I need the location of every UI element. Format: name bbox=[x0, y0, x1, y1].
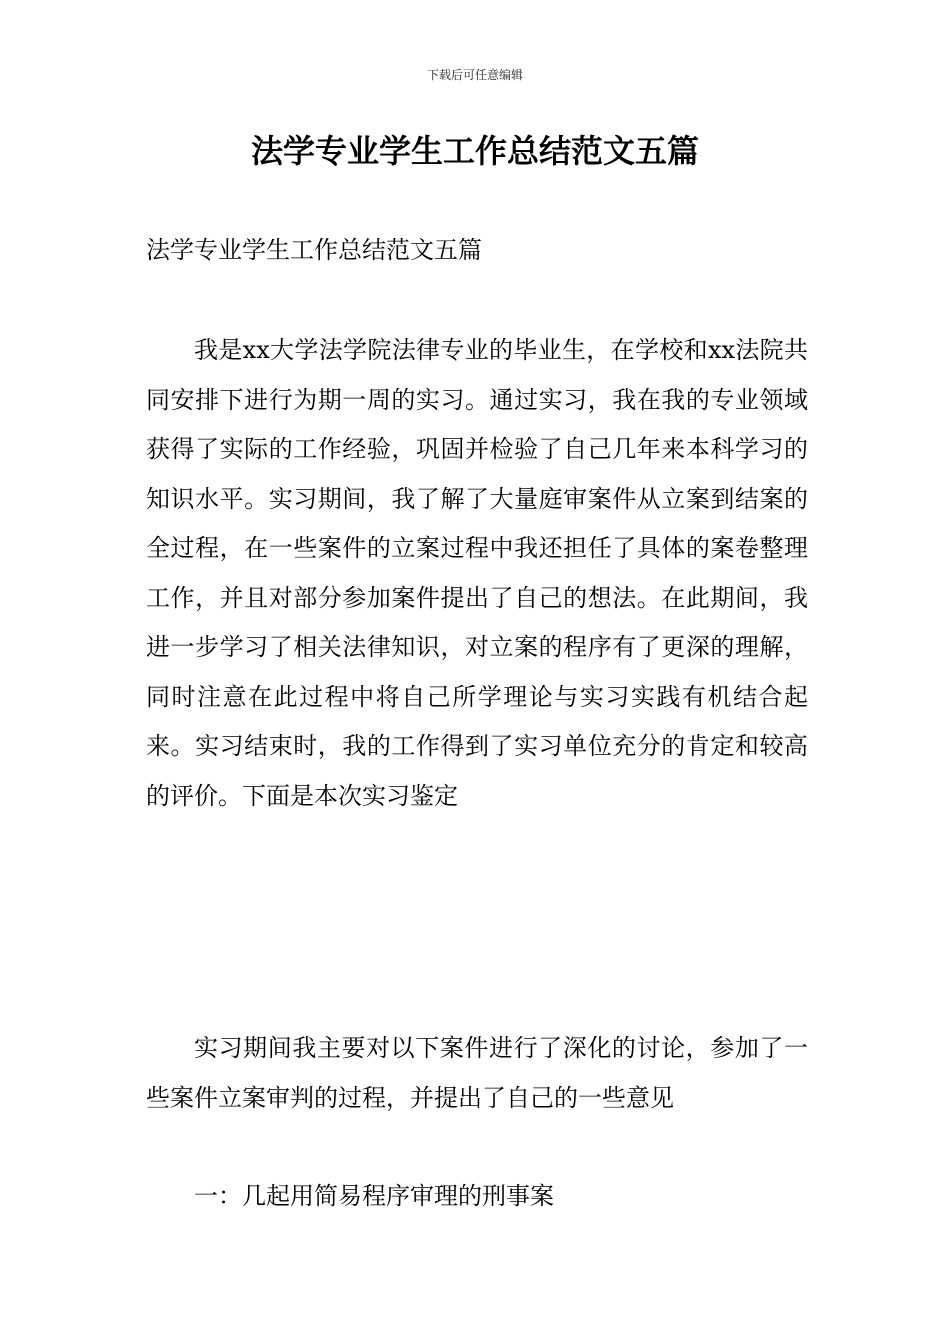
document-title: 法学专业学生工作总结范文五篇 bbox=[250, 132, 699, 170]
section-heading: 一：几起用简易程序审理的刑事案 bbox=[194, 1182, 554, 1210]
header-note: 下载后可任意编辑 bbox=[426, 68, 523, 82]
document-subtitle: 法学专业学生工作总结范文五篇 bbox=[146, 236, 482, 264]
body-paragraph-2: 实习期间我主要对以下案件进行了深化的讨论，参加了一些案件立案审判的过程，并提出了自己的一些意见 bbox=[146, 1034, 808, 1112]
body-paragraph-1: 我是xx大学法学院法律专业的毕业生，在学校和xx法院共同安排下进行为期一周的实习。通过实习，我在我的专业领域获得了实际的工作经验，巩固并检验了自己几年来本科学习的知识水平。实习期间，我了解了大量庭审案件从立案到结案的全过程，在一些案件的立案过程中我还担任了具体的案卷整理工作，并且对部分参加案件提出了自己的想法。在此期间，我进一步学习了相关法律知识，对立案的程序有了更深的理解，同时注意在此过程中将自己所学理论与实习实践有机结合起来。实习结束时，我的工作得到了实习单位充分的肯定和较高的评价。下面是本次实习鉴定 bbox=[146, 336, 808, 810]
